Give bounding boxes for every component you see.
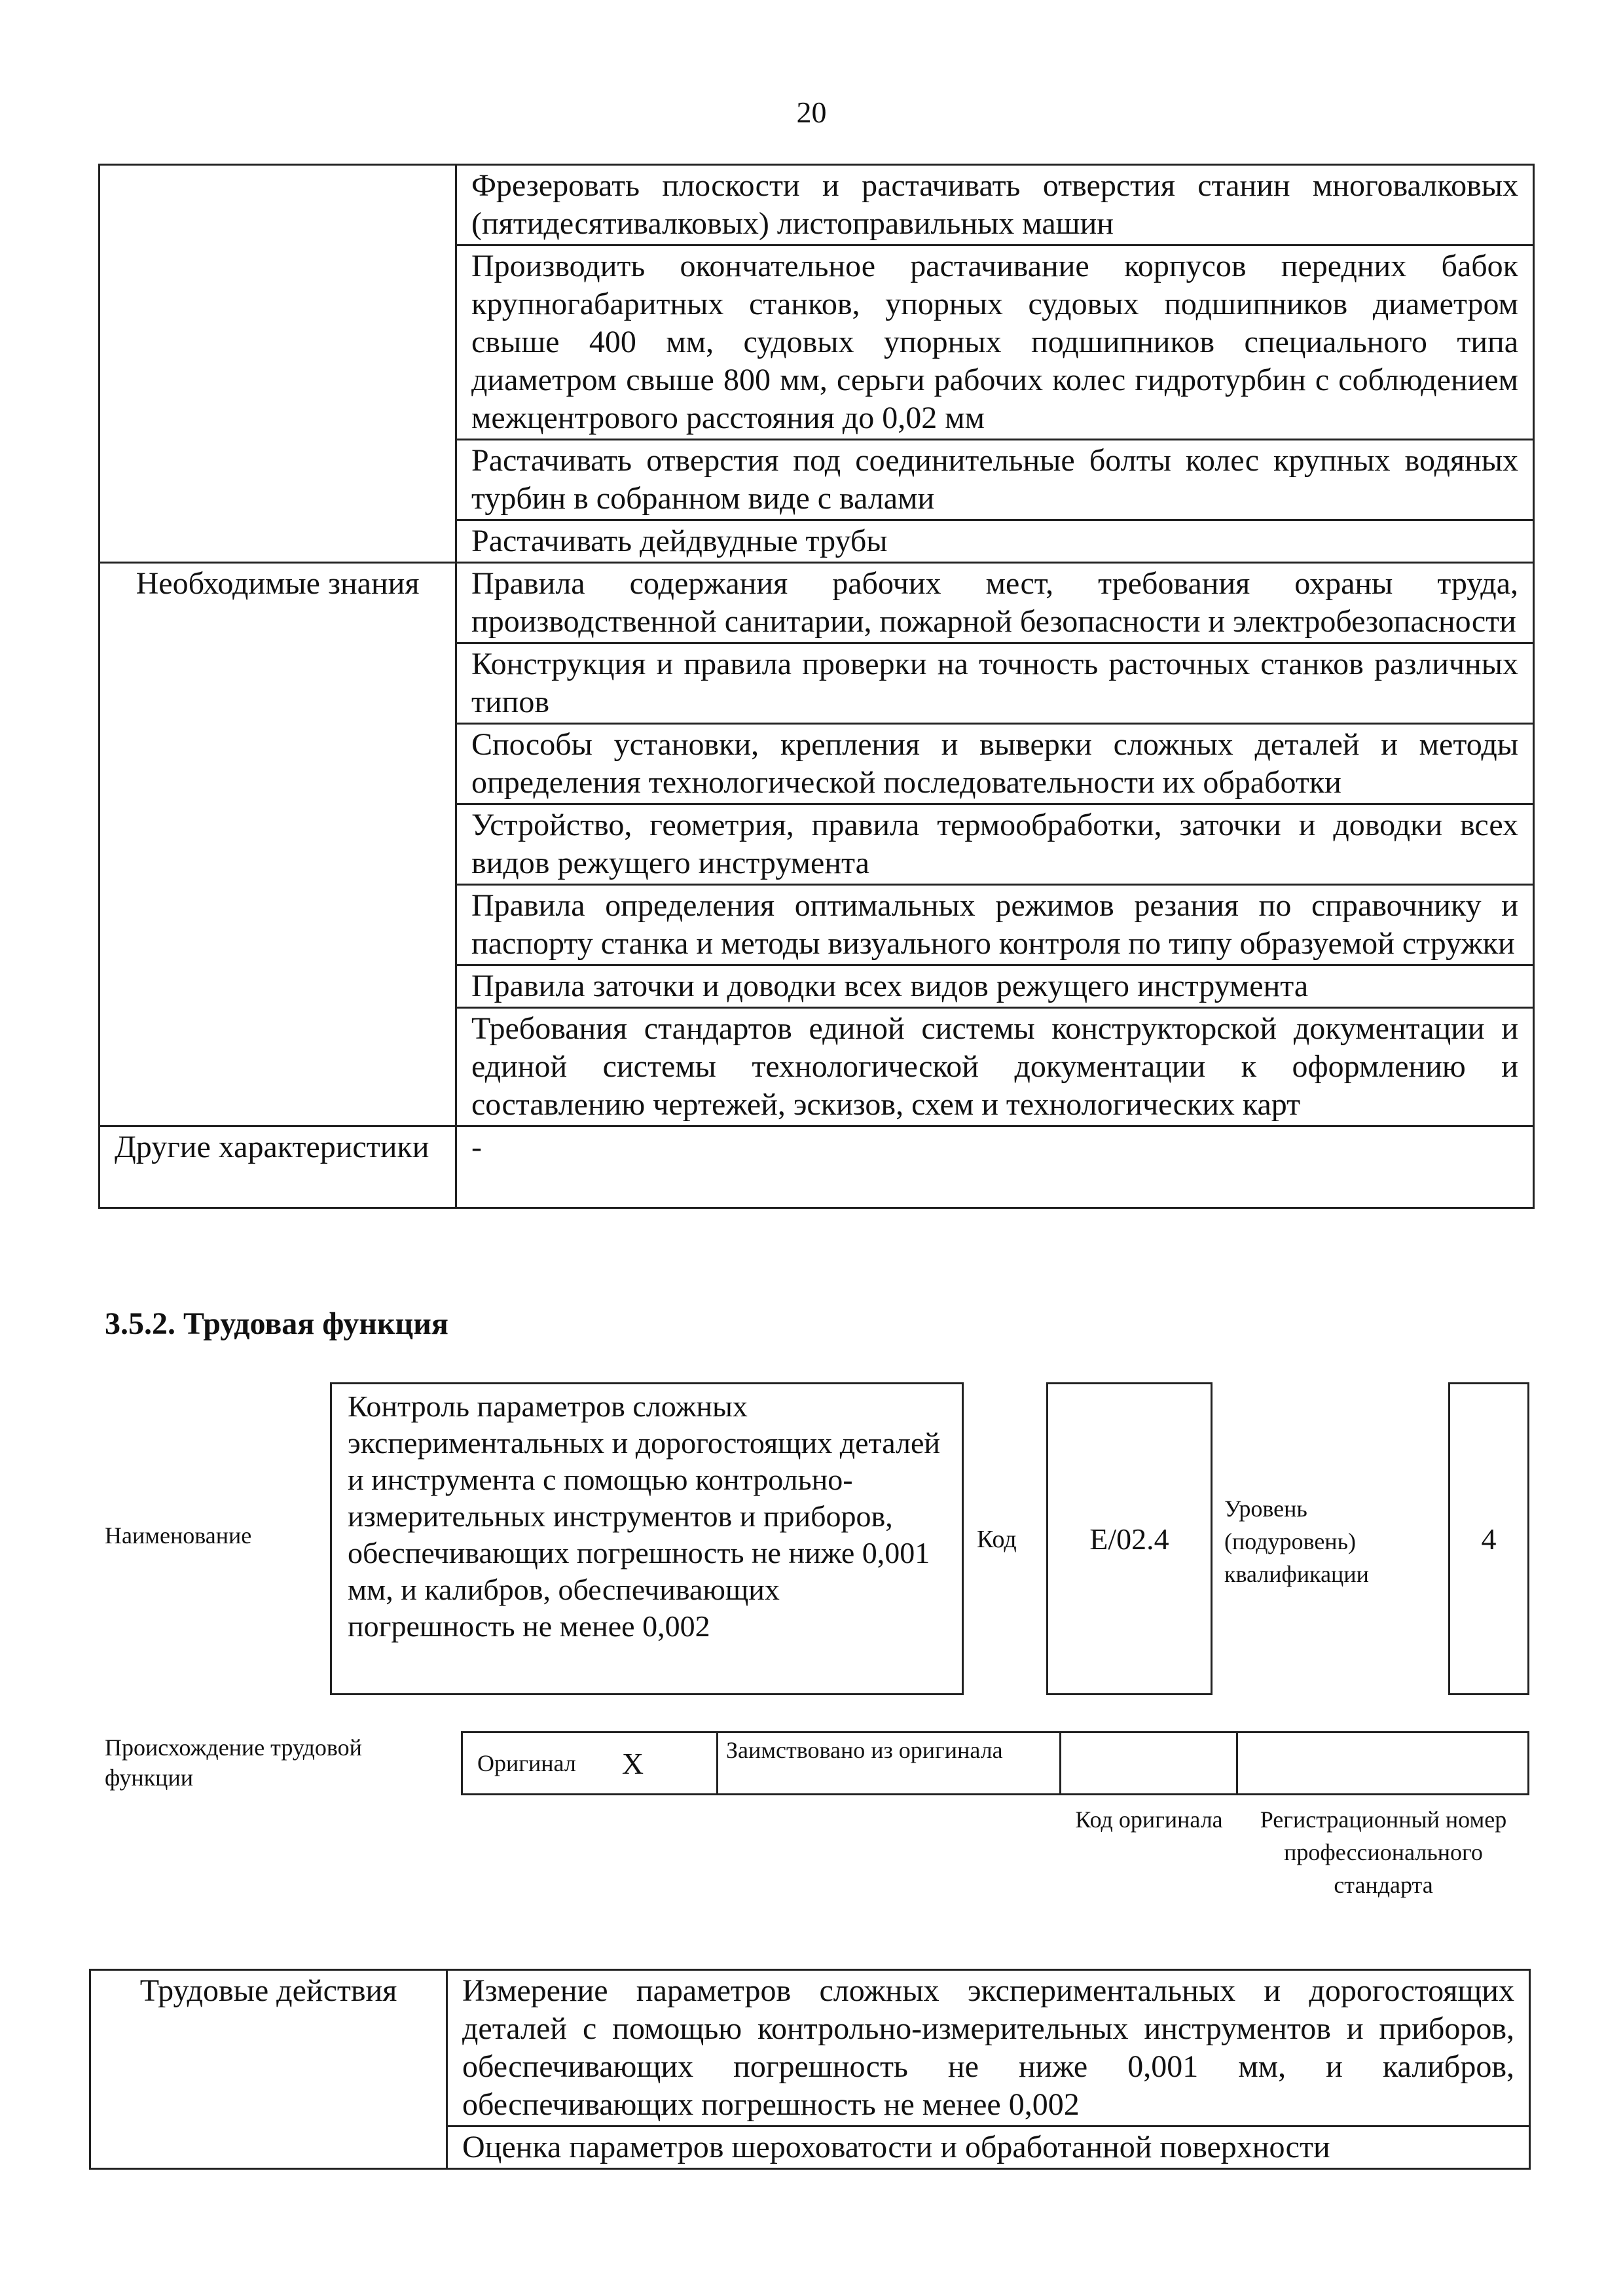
original-mark: X <box>621 1746 644 1780</box>
skills-table <box>98 164 1535 1209</box>
table-row <box>100 1126 1534 1208</box>
skill-cell: Производить окончательное растачивание корпусов передних бабок крупногабаритных станков, упорных судовых подшипников диаметром свыше 400 мм, судовых упорных подшипников специального типа диаметром свыше 800 мм, серьги рабочих колес гидротурбин с соблюдением межцентрового расстояния до 0,02 мм <box>456 245 1534 440</box>
table-row <box>90 1970 1530 2126</box>
knowledge-cell: Устройство, геометрия, правила термообработки, заточки и доводки всех видов режущего инструмента <box>456 804 1534 885</box>
reg-caption: Регистрационный номер профессионального стандарта <box>1260 1806 1507 1898</box>
origin-original-cell <box>463 1733 718 1793</box>
other-value: - <box>456 1126 1534 1208</box>
borrowed-label: Заимствовано из оригинала <box>718 1733 1061 1793</box>
knowledge-cell: Конструкция и правила проверки на точность расточных станков различных типов <box>456 643 1534 724</box>
origin-table <box>461 1731 1529 1795</box>
function-code: E/02.4 <box>1046 1382 1213 1695</box>
knowledge-cell: Правила заточки и доводки всех видов режущего инструмента <box>456 965 1534 1008</box>
knowledge-label: Необходимые знания <box>100 563 456 1126</box>
actions-table <box>89 1969 1531 2170</box>
original-label: Оригинал <box>477 1750 576 1776</box>
level-label: Уровень (подуровень) квалификации <box>1224 1496 1369 1587</box>
section-heading: 3.5.2. Трудовая функция <box>105 1306 448 1341</box>
skill-cell: Растачивать дейдвудные трубы <box>456 520 1534 563</box>
skill-cell: Фрезеровать плоскости и растачивать отверстия станин многовалковых (пятидесятивалковых) листоправильных машин <box>456 165 1534 245</box>
code-caption: Код оригинала <box>1075 1806 1223 1833</box>
other-label: Другие характеристики <box>100 1126 456 1208</box>
skills-blank-label <box>100 165 456 563</box>
table-row <box>100 165 1534 245</box>
origin-label: Происхождение трудовой функции <box>105 1734 362 1791</box>
origin-code-cell <box>1061 1733 1238 1793</box>
function-name: Контроль параметров сложных экспериментальных и дорогостоящих деталей и инструмента с помощью контрольно-измерительных инструментов и приборов, обеспечивающих погрешность не ниже 0,001 мм, и калибров, обеспечивающих погрешность не менее 0,002 <box>330 1382 964 1695</box>
knowledge-cell: Способы установки, крепления и выверки сложных деталей и методы определения технологической последовательности их обработки <box>456 724 1534 804</box>
page-number: 20 <box>796 96 827 129</box>
knowledge-cell: Правила содержания рабочих мест, требования охраны труда, производственной санитарии, пожарной безопасности и электробезопасности <box>456 563 1534 643</box>
action-cell: Измерение параметров сложных экспериментальных и дорогостоящих деталей с помощью контрольно-измерительных инструментов и приборов, обеспечивающих погрешность не ниже 0,001 мм, и калибров, обеспечивающих погрешность не менее 0,002 <box>447 1970 1530 2126</box>
skill-cell: Растачивать отверстия под соединительные болты колес крупных водяных турбин в собранном виде с валами <box>456 440 1534 520</box>
action-cell: Оценка параметров шероховатости и обработанной поверхности <box>447 2126 1530 2169</box>
origin-reg-cell <box>1238 1733 1527 1793</box>
code-label: Код <box>977 1526 1017 1553</box>
table-row <box>100 563 1534 643</box>
knowledge-cell: Требования стандартов единой системы конструкторской документации и единой системы технологической документации к оформлению и составлению чертежей, эскизов, схем и технологических карт <box>456 1008 1534 1126</box>
name-label: Наименование <box>105 1522 252 1549</box>
qualification-level: 4 <box>1448 1382 1529 1695</box>
knowledge-cell: Правила определения оптимальных режимов резания по справочнику и паспорту станка и методы визуального контроля по типу образуемой стружки <box>456 885 1534 965</box>
actions-label: Трудовые действия <box>90 1970 447 2169</box>
